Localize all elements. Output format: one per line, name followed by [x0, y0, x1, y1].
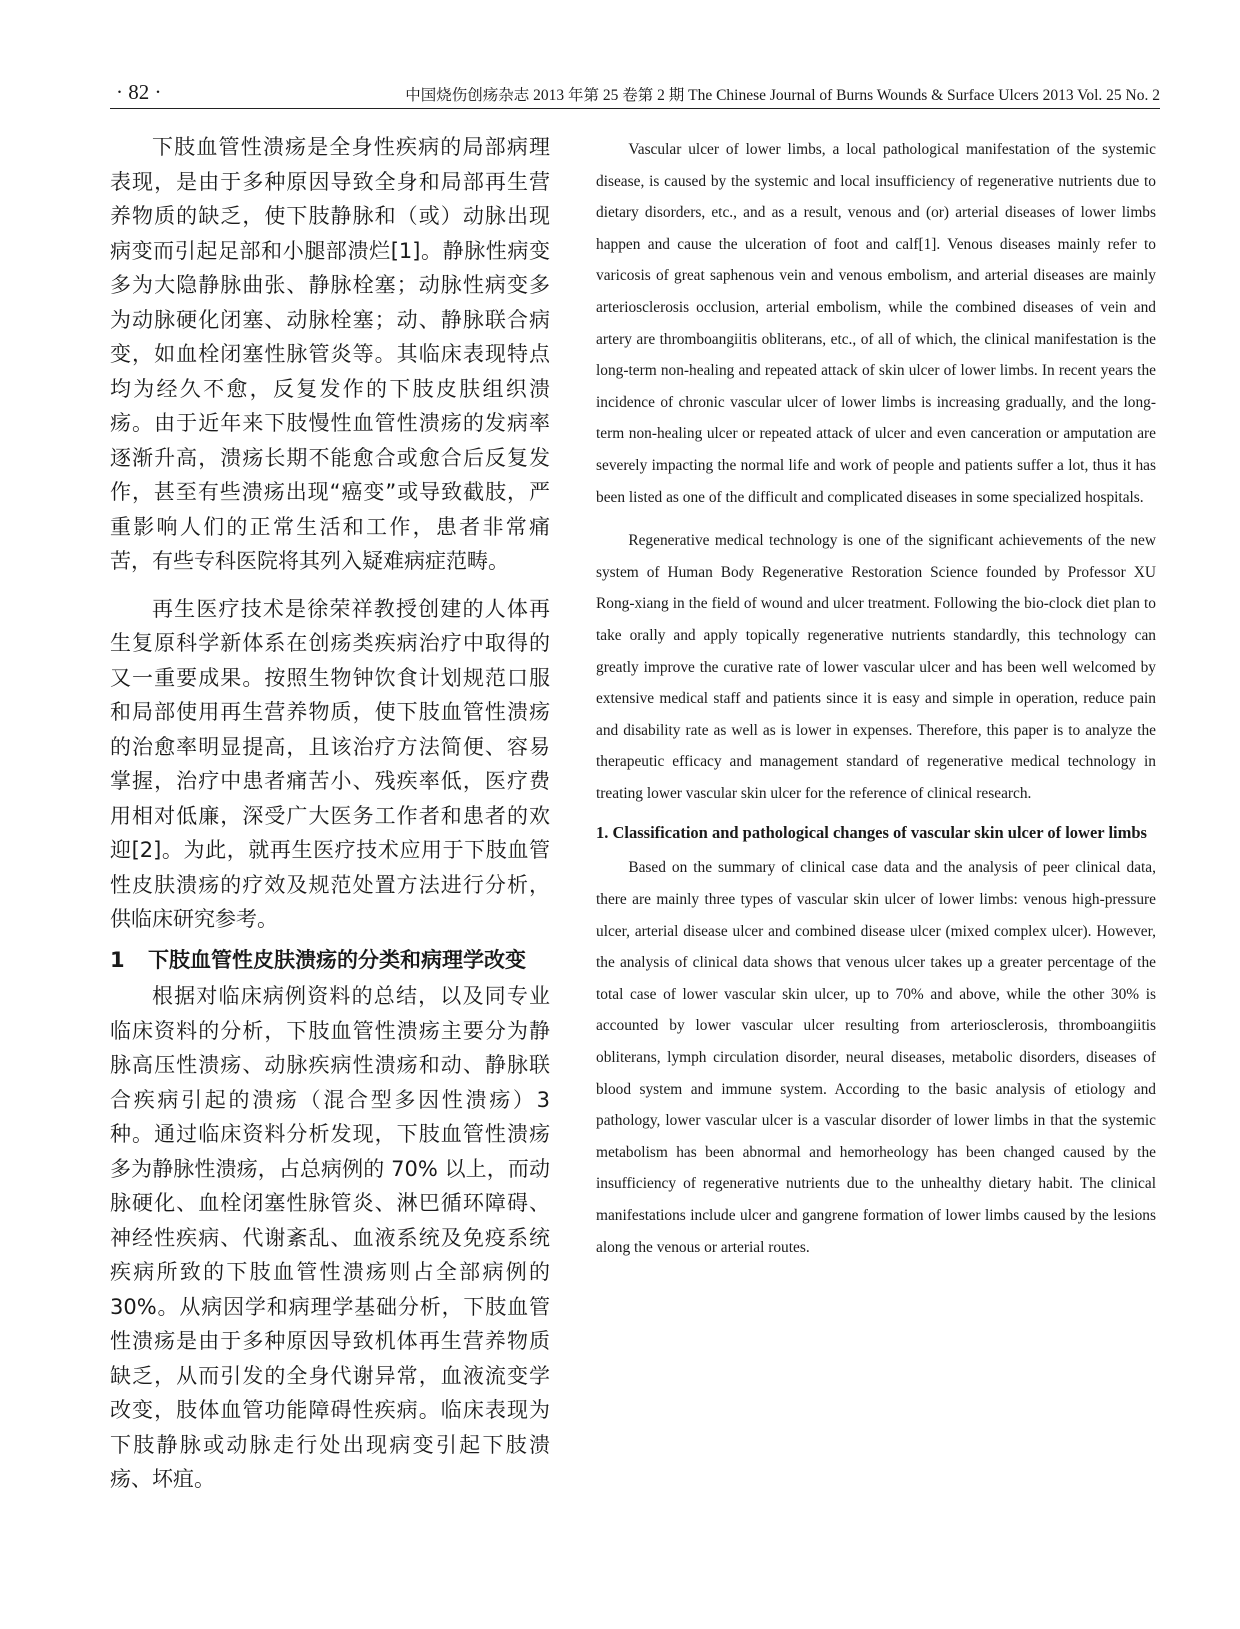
english-paragraph-1: Vascular ulcer of lower limbs, a local pathological manifestation of the systemic disease, is caused by the systemic and local insufficiency of regenerative nutrients due to dietary disorders, etc., and as a result, venous and (or) arterial diseases of lower limbs happen and cause the ulceration of foot and calf[1]. Venous diseases mainly refer to varicosis of great saphenous vein and venous embolism, and arterial diseases are mainly arteriosclerosis occlusion, arterial embolism, while the combined diseases of vein and artery are thromboangiitis obliterans, etc., of all of which, the clinical manifestation is the long-term non-healing and repeated attack of skin ulcer of lower limbs. In recent years the incidence of chronic vascular ulcer of lower limbs is increasing gradually, and the long-term non-healing ulcer or repeated attack of ulcer and even canceration or amputation are severely impacting the normal life and work of people and patients suffer a lot, thus it has been listed as one of the difficult and complicated diseases in some specialized hospitals.	[596, 141, 1156, 506]
english-paragraph-2: Regenerative medical technology is one of the significant achievements of the new system of Human Body Regenerative Restoration Science founded by Professor XU Rong-xiang in the field of wound and ulcer treatment. Following the bio-clock diet plan to take orally and apply topically regenerative nutrients standardly, this technology can greatly improve the curative rate of lower vascular ulcer and has been well welcomed by extensive medical staff and patients since it is easy and simple in operation, reduce pain and disability rate as well as is lower in expenses. Therefore, this paper is to analyze the therapeutic efficacy and management standard of regenerative medical technology in treating lower vascular skin ulcer for the reference of clinical research.	[596, 532, 1156, 802]
chinese-paragraph-3: 根据对临床病例资料的总结，以及同专业临床资料的分析，下肢血管性溃疡主要分为静脉高压性溃疡、动脉疾病性溃疡和动、静脉联合疾病引起的溃疡（混合型多因性溃疡）3 种。通过临床资料分析发现，下肢血管性溃疡多为静脉性溃疡，占总病例的 70% 以上，而动脉硬化、血栓闭塞性脉管炎、淋巴循环障碍、神经性疾病、代谢紊乱、血液系统及免疫系统疾病所致的下肢血管性溃疡则占全部病例的 30%。从病因学和病理学基础分析，下肢血管性溃疡是由于多种原因导致机体再生营养物质缺乏，从而引发的全身代谢异常，血液流变学改变，肢体血管功能障碍性疾病。临床表现为下肢静脉或动脉走行处出现病变引起下肢溃疡、坏疽。	[110, 984, 550, 1491]
english-paragraph-3: Based on the summary of clinical case data and the analysis of peer clinical data, there are mainly three types of vascular skin ulcer of lower limbs: venous high-pressure ulcer, arterial disease ulcer and combined disease ulcer (mixed complex ulcer). However, the analysis of clinical data shows that venous ulcer takes up a greater percentage of the total case of lower vascular skin ulcer, up to 70% and above, while the other 30% is accounted by lower vascular ulcer resulting from arteriosclerosis, thromboangiitis obliterans, lymph circulation disorder, neural diseases, metabolic disorders, diseases of blood system and immune system. According to the basic analysis of etiology and pathology, lower vascular ulcer is a vascular disorder of lower limbs in that the systemic metabolism has been abnormal and hemorheology has been changed caused by the insufficiency of regenerative nutrients due to the unhealthy dietary habit. The clinical manifestations include ulcer and gangrene formation of lower limbs caused by the lesions along the venous or arterial routes.	[596, 859, 1156, 1256]
chinese-section-heading	[110, 943, 550, 978]
chinese-column	[110, 130, 550, 1497]
english-column	[596, 134, 1156, 1263]
chinese-paragraph-2: 再生医疗技术是徐荣祥教授创建的人体再生复原科学新体系在创疡类疾病治疗中取得的又一重要成果。按照生物钟饮食计划规范口服和局部使用再生营养物质，使下肢血管性溃疡的治愈率明显提高，且该治疗方法简便、容易掌握，治疗中患者痛苦小、残疾率低，医疗费用相对低廉，深受广大医务工作者和患者的欢迎[2]。为此，就再生医疗技术应用于下肢血管性皮肤溃疡的疗效及规范处置方法进行分析，供临床研究参考。	[110, 596, 550, 931]
page-number: · 82 ·	[116, 80, 162, 104]
chinese-section-title: 下肢血管性皮肤溃疡的分类和病理学改变	[148, 947, 526, 972]
running-head: 中国烧伤创疡杂志 2013 年第 25 卷第 2 期 The Chinese Journal of Burns Wounds & Surface Ulcers 2013 Vol. 25 No. 2	[405, 87, 1160, 104]
page-header	[110, 80, 1160, 109]
chinese-paragraph-1: 下肢血管性溃疡是全身性疾病的局部病理表现，是由于多种原因导致全身和局部再生营养物质的缺乏，使下肢静脉和（或）动脉出现病变而引起足部和小腿部溃烂[1]。静脉性病变多为大隐静脉曲张、静脉栓塞；动脉性病变多为动脉硬化闭塞、动脉栓塞；动、静脉联合病变，如血栓闭塞性脉管炎等。其临床表现特点均为经久不愈，反复发作的下肢皮肤组织溃疡。由于近年来下肢慢性血管性溃疡的发病率逐渐升高，溃疡长期不能愈合或愈合后反复发作，甚至有些溃疡出现“癌变”或导致截肢，严重影响人们的正常生活和工作，患者非常痛苦，有些专科医院将其列入疑难病症范畴。	[110, 135, 550, 573]
english-section-heading: 1. Classification and pathological changes of vascular skin ulcer of lower limbs	[596, 823, 1147, 843]
chinese-section-number: 1	[110, 947, 125, 972]
